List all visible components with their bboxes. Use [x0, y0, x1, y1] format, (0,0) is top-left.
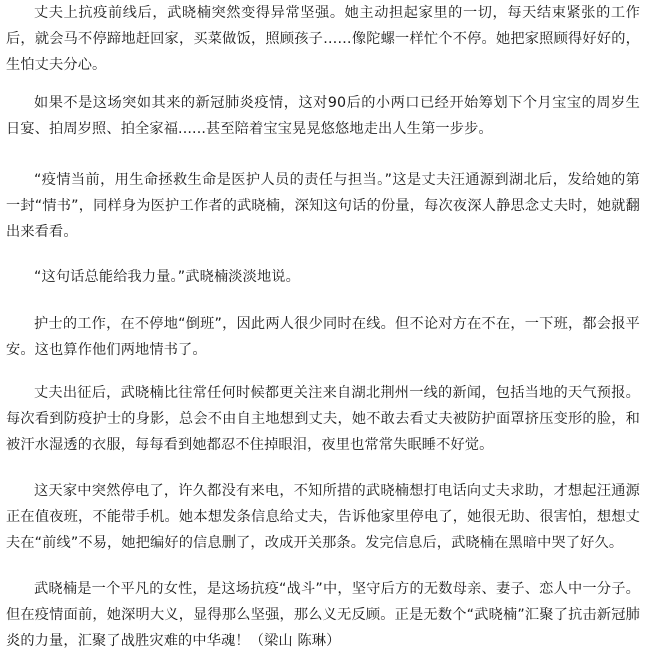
- paragraph-2: 如果不是这场突如其来的新冠肺炎疫情，这对90后的小两口已经开始筹划下个月宝宝的周岁生日宴、拍周岁照、拍全家福......甚至陪着宝宝晃晃悠悠地走出人生第一步步。: [6, 95, 640, 137]
- paragraph-6: 丈夫出征后，武晓楠比往常任何时候都更关注来自湖北荆州一线的新闻，包括当地的天气预报。每次看到防疫护士的身影，总会不由自主地想到丈夫，她不敢去看丈夫被防护面罩挤压变形的脸，和被汗水湿透的衣服，每每看到她都忍不住掉眼泪，夜里也常常失眠睡不好觉。: [6, 385, 640, 453]
- paragraph-3: “疫情当前，用生命拯救生命是医护人员的责任与担当。”这是丈夫汪通源到湖北后，发给她的第一封“情书”，同样身为医护工作者的武晓楠，深知这句话的份量，每次夜深人静思念丈夫时，她就翻出来看看。: [6, 172, 640, 240]
- paragraph-8: 武晓楠是一个平凡的女性，是这场抗疫“战斗”中，坚守后方的无数母亲、妻子、恋人中一分子。但在疫情面前，她深明大义，显得那么坚强，那么义无反顾。正是无数个“武晓楠”汇聚了抗击新冠肺炎的力量，汇聚了战胜灾难的中华魂！（梁山 陈琳）: [6, 581, 640, 649]
- paragraph-4: “这句话总能给我力量。”武晓楠淡淡地说。: [34, 269, 300, 285]
- paragraph-7: 这天家中突然停电了，许久都没有来电，不知所措的武晓楠想打电话向丈夫求助，才想起汪通源正在值夜班，不能带手机。她本想发条信息给丈夫，告诉他家里停电了，她很无助、很害怕，想想丈夫在“前线”不易，她把编好的信息删了，改成开关那条。发完信息后，武晓楠在黑暗中哭了好久。: [6, 483, 640, 551]
- paragraph-1: 丈夫上抗疫前线后，武晓楠突然变得异常坚强。她主动担起家里的一切，每天结束紧张的工作后，就会马不停蹄地赶回家，买菜做饭，照顾孩子……像陀螺一样忙个不停。她把家照顾得好好的，生怕丈夫分心。: [6, 5, 640, 73]
- paragraph-5: 护士的工作，在不停地“倒班”，因此两人很少同时在线。但不论对方在不在，一下班，都会报平安。这也算作他们两地情书了。: [6, 316, 640, 358]
